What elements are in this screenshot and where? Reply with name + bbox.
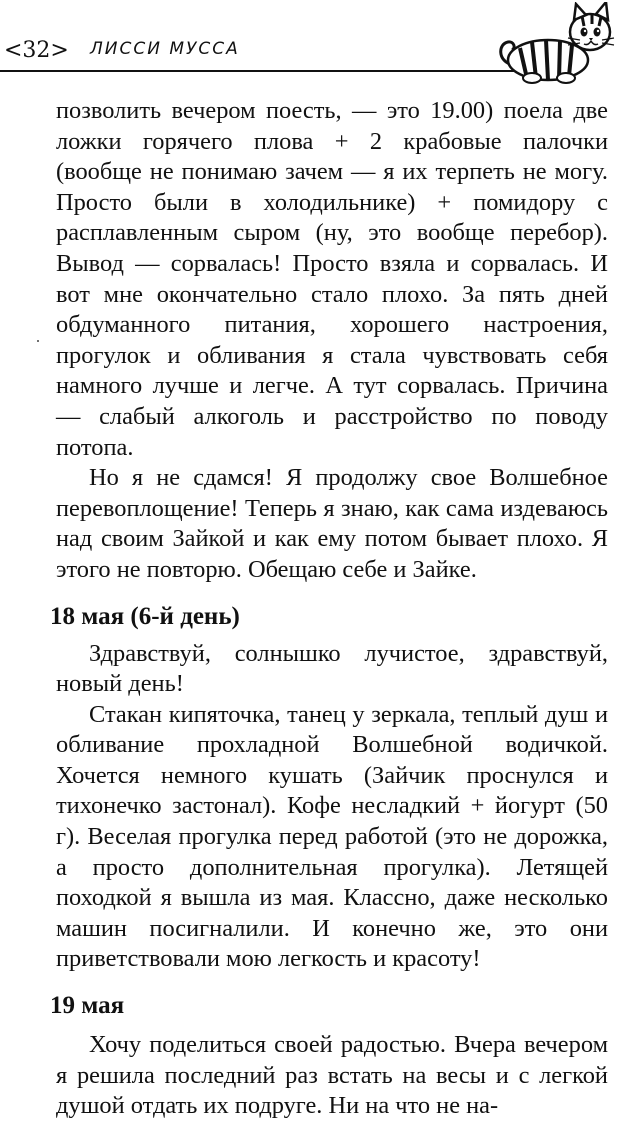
header-rule [0,70,520,72]
page-body [50,96,608,1122]
section-heading: 18 мая (6-й день) [50,602,240,630]
running-title: ЛИССИ МУССА [90,39,240,59]
page-number: <32> [4,38,69,63]
paragraph: Хочу поделиться своей радостью. Вчера вечером я решила последний раз встать на весы и с легкой душой отдать их подруге. Ни на что не на- [56,1031,608,1120]
scan-speck [37,340,39,342]
paragraph: Здравствуй, солнышко лучистое, здравствуй, новый день! [56,639,608,698]
paragraph: позволить вечером поесть, — это 19.00) поела две ложки горячего плова + 2 крабовые палочки (вообще не понимаю зачем — я их терпеть не могу. Просто были в холодильнике) + помидору с расплавленным сыром (ну, это вообще перебор). Вывод — сорвалась! Просто взяла и сорвалась. И вот мне окончательно стало плохо. За пять дней обдуманного питания, хорошего настроения, прогулок и обливания я стала чувствовать себя намного лучше и легче. А тут сорвалась. Причина — слабый алкоголь и расстройство по поводу потопа. [56,97,608,461]
striped-cat-icon [496,2,616,84]
paragraph: Но я не сдамся! Я продолжу свое Волшебное перевоплощение! Теперь я знаю, как сама издеваюсь над своим Зайкой и как ему потом бывает плохо. Я этого не повторю. Обещаю себе и Зайке. [56,464,608,583]
paragraph: Стакан кипяточка, танец у зеркала, теплый душ и обливание прохладной Волшебной водичкой. Хочется немного кушать (Зайчик проснулся и тихонечко застонал). Кофе несладкий + йогурт (50 г). Веселая прогулка перед работой (это не дорожка, а просто дополнительная прогулка). Летящей походкой я вышла из мая. Классно, даже несколько машин посигналили. И конечно же, это они приветствовали мою легкость и красоту! [56,700,608,973]
page-header [0,0,620,96]
section-heading: 19 мая [50,992,125,1020]
